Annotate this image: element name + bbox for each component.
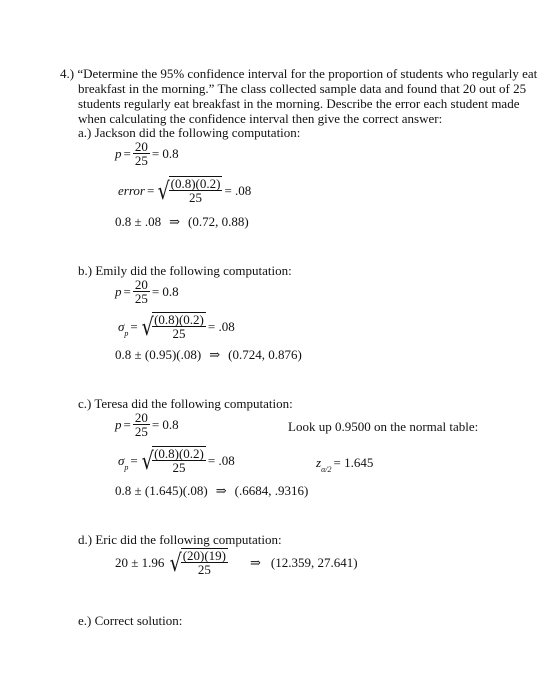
fraction [133,411,150,439]
part-a-interval [115,214,249,230]
interval-calc: 0.8 ± .08 [115,214,162,229]
square-root [140,446,206,476]
z-symbol: $z_{\alpha/2}$ [316,455,332,474]
implies-arrow-icon: ⇒ [215,483,227,498]
numerator: (0.8)(0.2) [154,312,204,327]
interval-prefix: 20 ± 1.96 [115,555,165,570]
interval-result: (12.359, 27.641) [270,555,358,570]
std-dev-value: = .08 [207,453,235,468]
equals-sign: = [123,417,131,432]
part-c-p-hat [115,411,179,439]
problem-statement [60,66,538,126]
radical-icon: √ [169,549,183,577]
equals-sign: = [146,183,155,198]
equals-sign: = [130,319,138,334]
numerator: (0.8)(0.2) [154,446,204,461]
square-root [140,312,206,342]
equals-sign: = [123,146,131,161]
p-value: = 0.8 [151,146,179,161]
sigma-symbol: $\sigma_p$ [118,319,129,338]
equals-sign: = [123,284,131,299]
denominator: 25 [134,424,148,439]
interval-calc: 0.8 ± (1.645)(.08) [115,483,208,498]
equals-sign: = [130,453,138,468]
denominator: 25 [134,153,148,168]
fraction [152,313,206,341]
problem-line: when calculating the confidence interval then give the correct answer: [78,111,443,126]
denominator: 25 [134,291,148,306]
denominator: 25 [152,460,206,475]
part-c-interval [115,483,308,499]
part-e-header: e.) Correct solution: [78,613,183,628]
interval-result: (.6684, .9316) [234,483,309,498]
numerator: 20 [134,277,148,292]
interval-calc: 0.8 ± (0.95)(.08) [115,347,202,362]
error-value: = .08 [224,183,252,198]
z-critical-value [316,455,374,474]
implies-arrow-icon: ⇒ [169,214,181,229]
part-c-header: c.) Teresa did the following computation: [78,396,293,411]
p-value: = 0.8 [151,284,179,299]
part-a-error [118,176,251,206]
part-b-std-dev [118,312,235,342]
numerator: (20)(19) [182,548,227,563]
numerator: 20 [134,410,148,425]
part-a-header: a.) Jackson did the following computation: [78,125,301,140]
radical-icon: √ [157,177,171,205]
interval-result: (0.72, 0.88) [188,214,249,229]
implies-arrow-icon: ⇒ [209,347,221,362]
p-variable: p [115,284,122,299]
sigma-symbol: $\sigma_p$ [118,453,129,472]
part-d-interval [115,548,358,578]
problem-line: 4.) “Determine the 95% confidence interval for the proportion of students who regularly eat [60,66,538,81]
problem-line: breakfast in the morning.” The class collected sample data and found that 20 out of 25 [78,81,527,96]
numerator: 20 [134,139,148,154]
part-c-std-dev [118,446,235,476]
fraction [133,140,150,168]
part-d-header: d.) Eric did the following computation: [78,532,282,547]
radical-icon: √ [141,313,154,341]
normal-table-note: Look up 0.9500 on the normal table: [288,419,479,434]
radical-icon: √ [141,447,154,475]
denominator: 25 [152,326,206,341]
denominator: 25 [169,190,223,205]
part-a-p-hat [115,140,179,168]
fraction [133,278,150,306]
fraction [181,549,228,577]
fraction [169,177,223,205]
p-variable: p [115,417,122,432]
square-root [156,176,222,206]
part-b-interval [115,347,302,363]
p-variable: p [115,146,122,161]
z-value: = 1.645 [333,455,374,470]
problem-line: students regularly eat breakfast in the morning. Describe the error each student made [78,96,520,111]
error-label: error [118,183,145,198]
p-value: = 0.8 [151,417,179,432]
part-b-p-hat [115,278,179,306]
denominator: 25 [181,562,228,577]
fraction [152,447,206,475]
part-b-header: b.) Emily did the following computation: [78,263,292,278]
numerator: (0.8)(0.2) [170,176,221,191]
implies-arrow-icon: ⇒ [250,555,261,570]
std-dev-value: = .08 [207,319,235,334]
interval-result: (0.724, 0.876) [228,347,302,362]
square-root [168,548,228,578]
